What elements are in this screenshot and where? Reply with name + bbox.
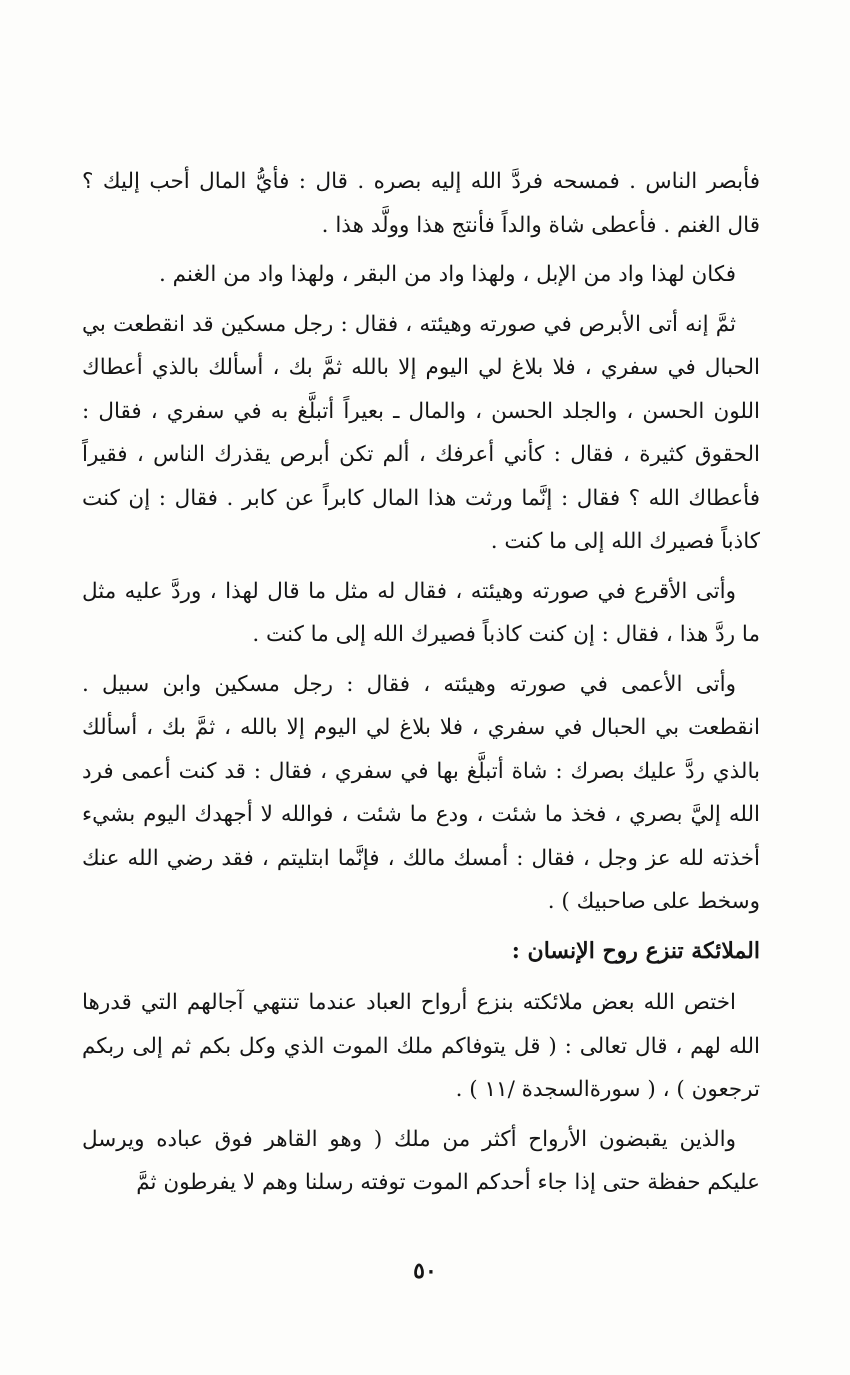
- paragraph-1: فأبصر الناس . فمسحه فردَّ الله إليه بصره . قال : فأيُّ المال أحب إليك ؟ قال الغنم . فأعطى شاة والداً فأنتج هذا وولَّد هذا .: [82, 169, 760, 238]
- page-body: [82, 160, 760, 1205]
- page-number: ٥٠: [413, 1258, 437, 1284]
- section-heading: الملائكة تنزع روح الإنسان :: [511, 937, 760, 964]
- paragraph-7: والذين يقبضون الأرواح أكثر من ملك ( وهو القاهر فوق عباده ويرسل عليكم حفظة حتى إذا جاء أحدكم الموت توفته رسلنا وهم لا يفرطون ثمَّ: [82, 1126, 760, 1195]
- paragraph-3: ثمَّ إنه أتى الأبرص في صورته وهيئته ، فقال : رجل مسكين قد انقطعت بي الحبال في سفري ، فلا بلاغ لي اليوم إلا بالله ثمَّ بك ، أسألك بالذي أعطاك اللون الحسن ، والجلد الحسن ، والمال ـ بعيراً أتبلَّغ به في سفري ، فقال : الحقوق كثيرة ، فقال : كأني أعرفك ، ألم تكن أبرص يقذرك الناس ، فقيراً فأعطاك الله ؟ فقال : إنَّما ورثت هذا المال كابراً عن كابر . فقال : إن كنت كاذباً فصيرك الله إلى ما كنت .: [82, 311, 760, 554]
- paragraph-2: فكان لهذا واد من الإبل ، ولهذا واد من البقر ، ولهذا واد من الغنم .: [158, 262, 736, 287]
- paragraph-4: وأتى الأقرع في صورته وهيئته ، فقال له مثل ما قال لهذا ، وردَّ عليه مثل ما ردَّ هذا ، فقال : إن كنت كاذباً فصيرك الله إلى ما كنت .: [82, 578, 760, 647]
- paragraph-6: اختص الله بعض ملائكته بنزع أرواح العباد عندما تنتهي آجالهم التي قدرها الله لهم ، قال تعالى : ( قل يتوفاكم ملك الموت الذي وكل بكم ثم إلى ربكم ترجعون ) ، ( سورةالسجدة /١١ ) .: [82, 990, 760, 1102]
- paragraph-5: وأتى الأعمى في صورته وهيئته ، فقال : رجل مسكين وابن سبيل . انقطعت بي الحبال في سفري ، فلا بلاغ لي اليوم إلا بالله ، ثمَّ بك ، أسألك بالذي ردَّ عليك بصرك : شاة أتبلَّغ بها في سفري ، فقال : قد كنت أعمى فرد الله إليَّ بصري ، فخذ ما شئت ، ودع ما شئت ، فوالله لا أجهدك اليوم بشيء أخذته لله عز وجل ، فقال : أمسك مالك ، فإنَّما ابتليتم ، فقد رضي الله عنك وسخط على صاحبيك ) .: [82, 671, 760, 914]
